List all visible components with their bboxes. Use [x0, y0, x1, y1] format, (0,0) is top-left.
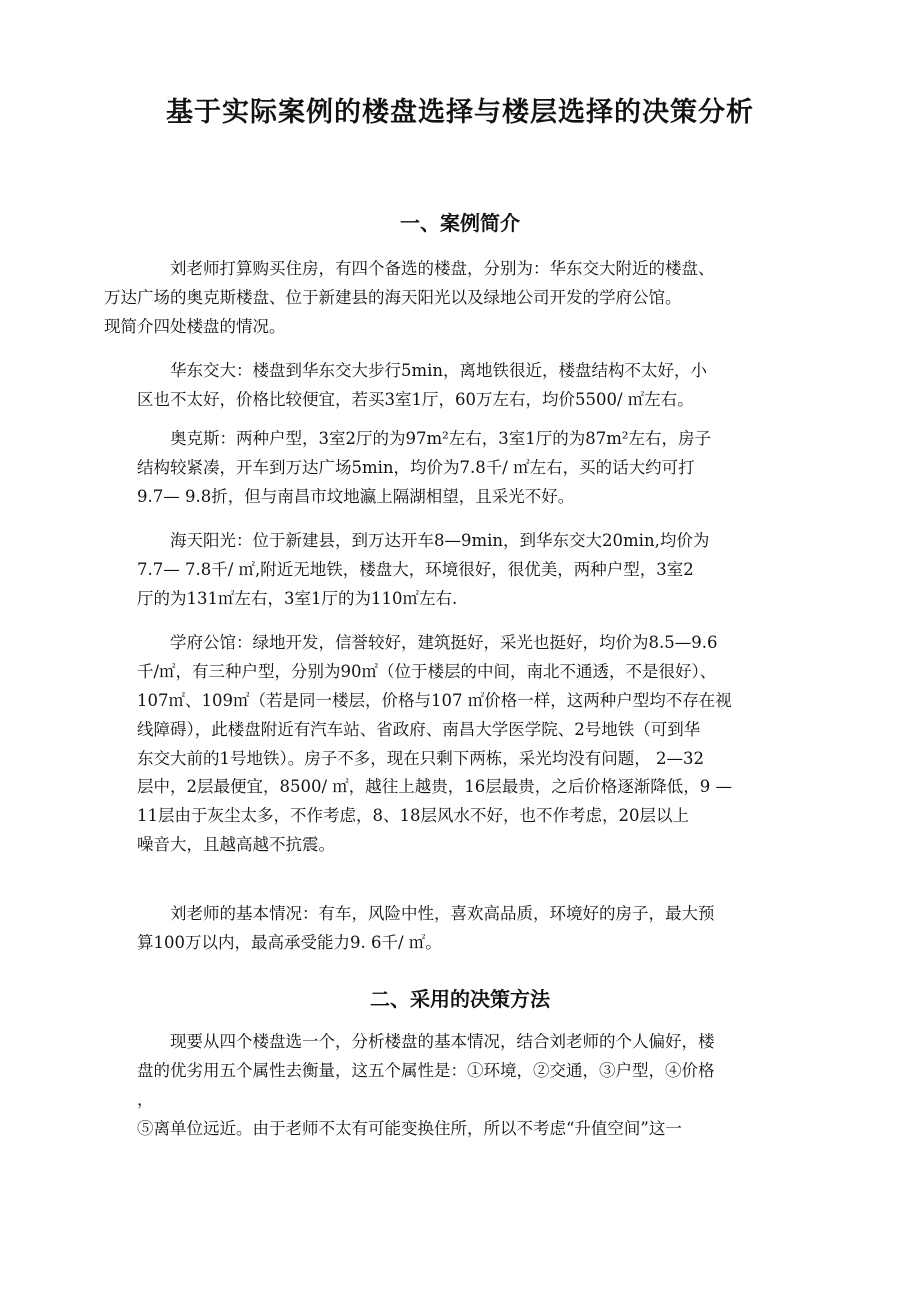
text-line: 现简介四处楼盘的情况。 [104, 316, 286, 336]
text-line: 学府公馆：绿地开发，信誉较好，建筑挺好，采光也挺好，均价为8.5—9.6 [170, 633, 718, 652]
text-line: 9.7— 9.8折，但与南昌市坟地瀛上隔湖相望，且采光不好。 [137, 486, 575, 506]
text-line: 盘的优劣用五个属性去衡量，这五个属性是：①环境，②交通，③户型，④价格 [137, 1060, 715, 1080]
text-line: 东交大前的1号地铁）。房子不多，现在只剩下两栋，采光均没有问题， 2—32 [137, 748, 704, 768]
text-line: 区也不太好，价格比较便宜，若买3室1厅，60万左右，均价5500/ ㎡左右。 [137, 389, 694, 409]
paragraph-aokesi [137, 425, 787, 512]
text-line: 刘老师打算购买住房，有四个备选的楼盘，分别为：华东交大附近的楼盘、 [170, 259, 715, 278]
text-line: 线障碍），此楼盘附近有汽车站、省政府、南昌大学医学院、2号地铁（可到华 [137, 719, 701, 739]
text-line: 厅的为131㎡左右，3室1厅的为110㎡左右. [137, 588, 458, 608]
paragraph-teacher-profile [137, 900, 787, 958]
text-line: 7.7— 7.8千/ ㎡,附近无地铁，楼盘大，环境很好，很优美，两种户型，3室2 [137, 559, 694, 579]
page-title: 基于实际案例的楼盘选择与楼层选择的决策分析 [166, 97, 754, 128]
section-heading-decision-method: 二、采用的决策方法 [370, 987, 550, 1011]
text-line: 万达广场的奥克斯楼盘、位于新建县的海天阳光以及绿地公司开发的学府公馆。 [104, 287, 682, 307]
paragraph-xuefu [137, 629, 787, 860]
paragraph-intro [104, 255, 787, 342]
text-line: 107㎡、109㎡（若是同一楼层，价格与107 ㎡价格一样，这两种户型均不存在视 [137, 690, 732, 710]
paragraph-method [137, 1028, 787, 1144]
section-heading-case-intro: 一、案例简介 [400, 211, 520, 235]
paragraph-huadong [137, 357, 787, 415]
paragraph-haitian [137, 527, 787, 614]
text-line: 奥克斯：两种户型，3室2厅的为97m²左右，3室1厅的为87m²左右，房子 [170, 429, 712, 448]
text-line: 华东交大：楼盘到华东交大步行5min，离地铁很近，楼盘结构不太好，小 [170, 361, 708, 380]
text-line: 海天阳光：位于新建县，到万达开车8—9min，到华东交大20min,均价为 [170, 531, 710, 550]
text-line: 算100万以内，最高承受能力9. 6千/ ㎡。 [137, 932, 442, 952]
text-line: 层中，2层最便宜，8500/ ㎡，越往上越贵，16层最贵，之后价格逐渐降低，9 — [137, 777, 733, 797]
text-line: ， [137, 1089, 154, 1109]
text-line: 千/㎡，有三种户型，分别为90㎡（位于楼层的中间，南北不通透，不是很好）、 [137, 661, 717, 681]
text-line: 刘老师的基本情况：有车，风险中性，喜欢高品质，环境好的房子，最大预 [170, 904, 715, 923]
text-line: 结构较紧凑，开车到万达广场5min，均价为7.8千/ ㎡左右，买的话大约可打 [137, 457, 695, 477]
text-line: 噪音大，且越高越不抗震。 [137, 835, 335, 855]
text-line: 现要从四个楼盘选一个，分析楼盘的基本情况，结合刘老师的个人偏好，楼 [170, 1032, 715, 1051]
text-line: 11层由于灰尘太多，不作考虑，8、18层风水不好，也不作考虑，20层以上 [137, 806, 689, 826]
text-line: ⑤离单位远近。由于老师不太有可能变换住所，所以不考虑“升值空间”这一 [137, 1118, 682, 1138]
